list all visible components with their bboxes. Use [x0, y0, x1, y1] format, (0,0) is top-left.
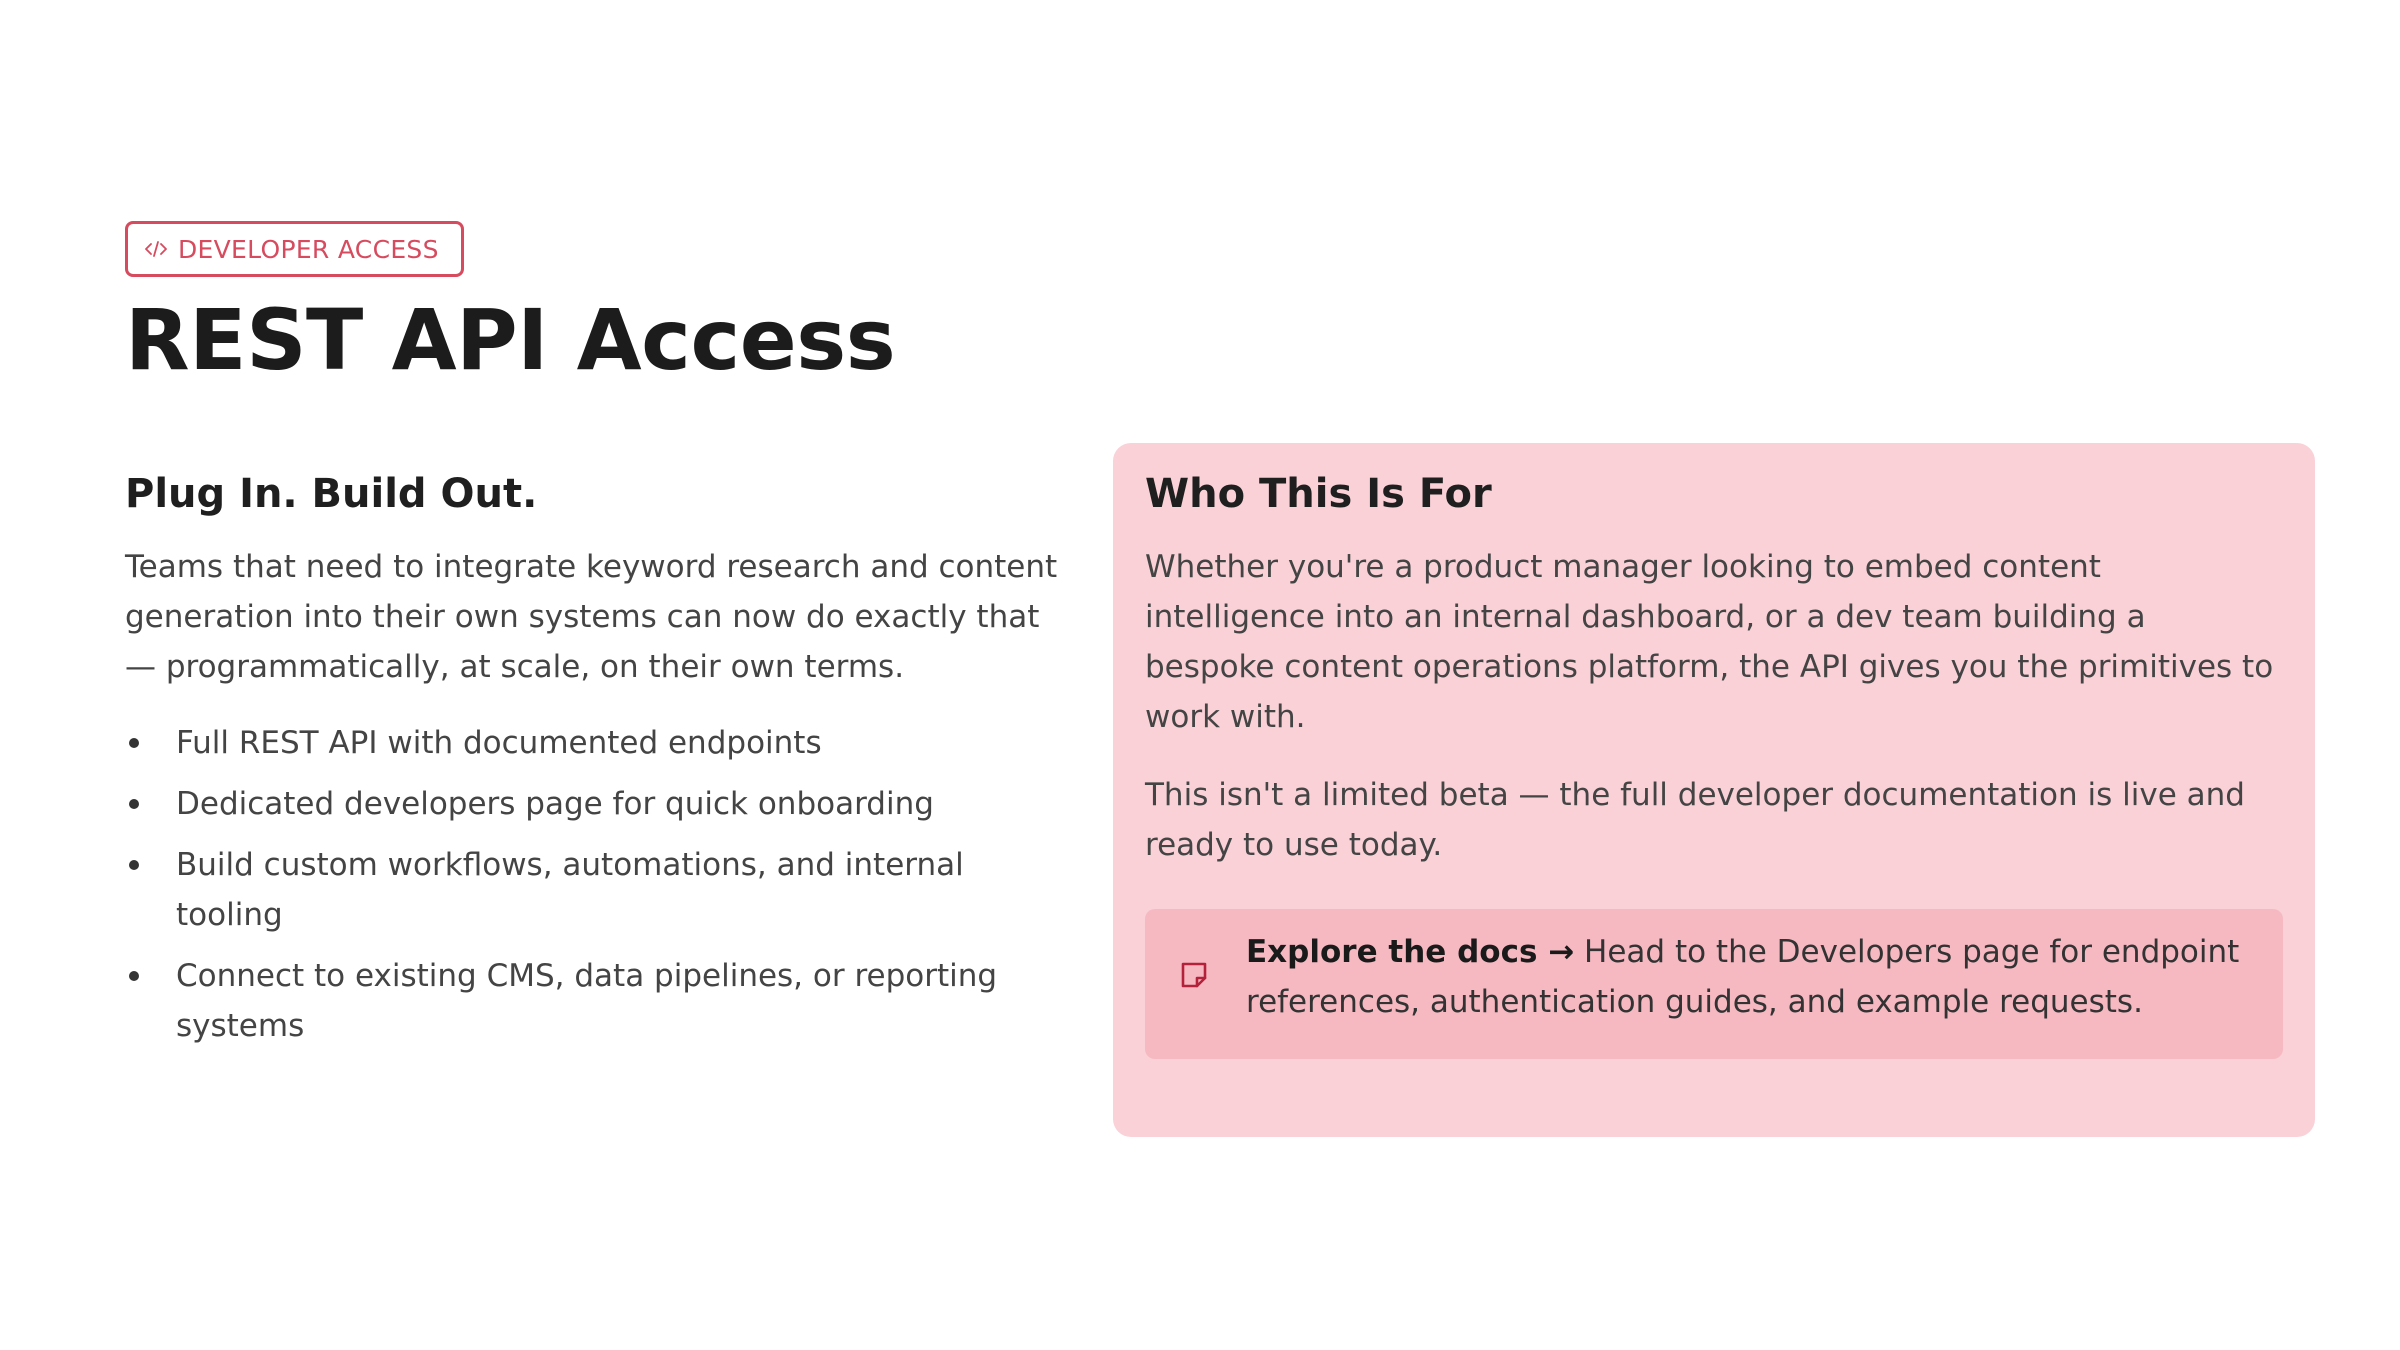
developer-access-badge: [125, 221, 464, 277]
page-title: REST API Access: [125, 291, 896, 389]
list-item-text: Build custom workflows, automations, and internal tooling: [176, 847, 964, 933]
bullet-icon: [129, 799, 139, 809]
bullet-icon: [129, 971, 139, 981]
left-paragraph: Teams that need to integrate keyword research and content generation into their own systems can now do exactly that — programmatically, at scale, on their own terms.: [125, 549, 1058, 685]
list-item-text: Connect to existing CMS, data pipelines, or reporting systems: [176, 958, 998, 1044]
left-column: [125, 464, 1075, 1062]
list-item-text: Dedicated developers page for quick onboarding: [176, 786, 934, 822]
bullet-icon: [129, 860, 139, 870]
card-paragraph-2: This isn't a limited beta — the full developer documentation is live and ready to use today.: [1145, 777, 2245, 863]
left-heading: Plug In. Build Out.: [125, 471, 538, 517]
card-heading: Who This Is For: [1145, 471, 1492, 517]
list-item: [125, 718, 1075, 768]
feature-list: [125, 718, 1075, 1051]
list-item-text: Full REST API with documented endpoints: [176, 725, 822, 761]
note-icon: [1179, 955, 1209, 1005]
list-item: [125, 840, 1075, 940]
badge-label: DEVELOPER ACCESS: [178, 234, 439, 264]
who-this-is-for-card: [1113, 443, 2315, 1137]
list-item: [125, 779, 1075, 829]
explore-docs-link[interactable]: Explore the docs →: [1246, 934, 1575, 970]
list-item: [125, 951, 1075, 1051]
bullet-icon: [129, 738, 139, 748]
explore-docs-callout[interactable]: [1145, 909, 2283, 1059]
code-icon: [144, 239, 168, 259]
callout-text: Head to the Developers page for endpoint references, authentication guides, and example requests.: [1246, 934, 2240, 1020]
card-paragraph-1: Whether you're a product manager looking to embed content intelligence into an internal dashboard, or a dev team building a bespoke content operations platform, the API gives you the primitives to work with.: [1145, 549, 2274, 735]
